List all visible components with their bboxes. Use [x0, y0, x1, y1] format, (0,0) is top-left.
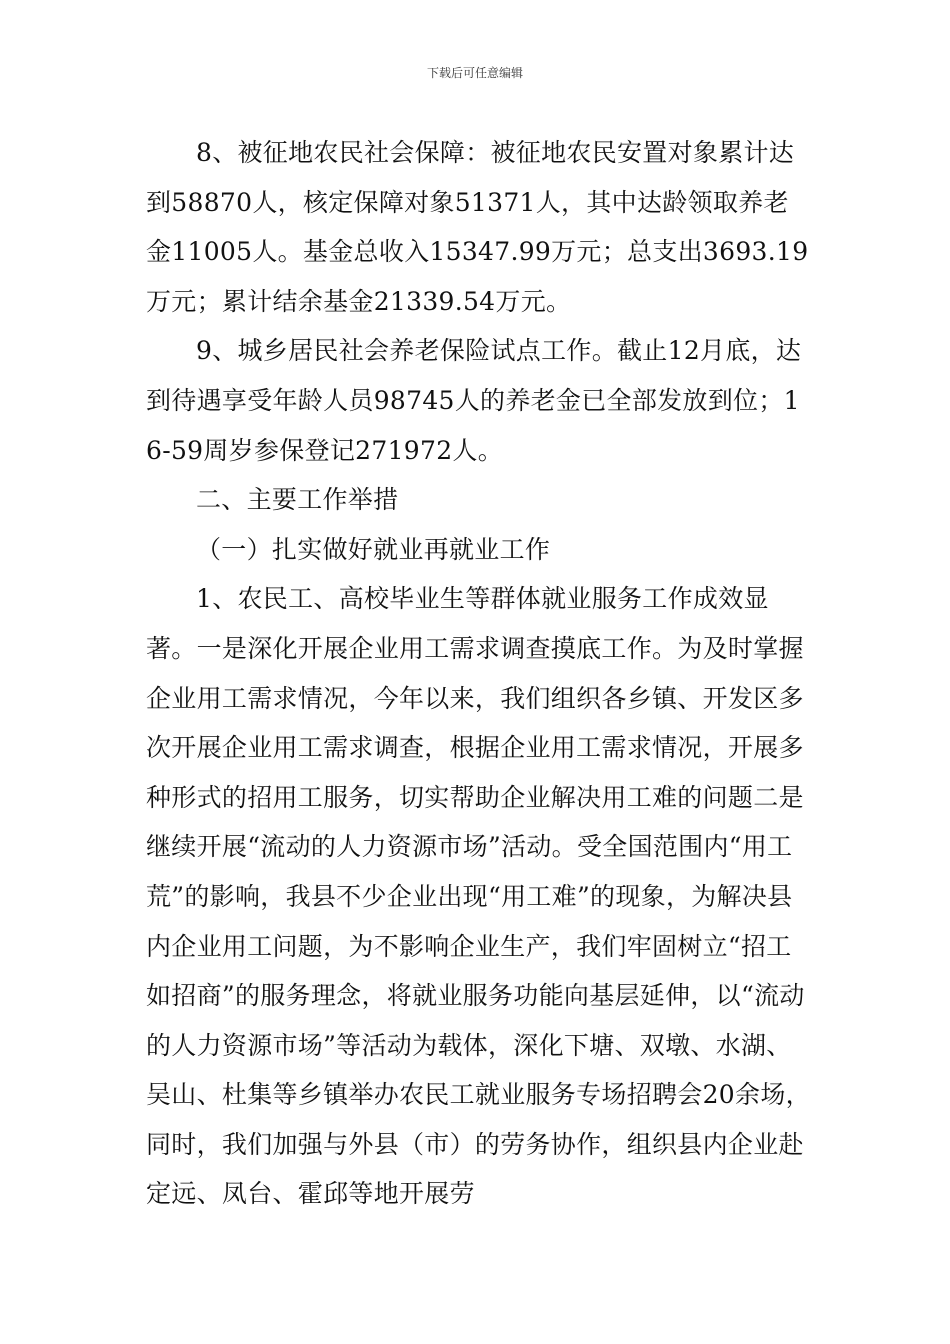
- section-heading-main-measures: 二、主要工作举措: [196, 485, 399, 515]
- paragraph-employment-services: 1、农民工、高校毕业生等群体就业服务工作成效显著。一是深化开展企业用工需求调查摸底工作。为及时掌握企业用工需求情况，今年以来，我们组织各乡镇、开发区多次开展企业用工需求调查，根据企业用工需求情况，开展多种形式的招用工服务，切实帮助企业解决用工难的问题二是继续开展“流动的人力资源市场”活动。受全国范围内“用工荒”的影响，我县不少企业出现“用工难”的现象，为解决县内企业用工问题，为不影响企业生产，我们牢固树立“招工如招商”的服务理念，将就业服务功能向基层延伸，以“流动的人力资源市场”等活动为载体，深化下塘、双墩、水湖、吴山、杜集等乡镇举办农民工就业服务专场招聘会20余场，同时，我们加强与外县（市）的劳务协作，组织县内企业赴定远、凤台、霍邱等地开展劳: [146, 584, 811, 1209]
- page-header-note: 下载后可任意编辑: [426, 66, 523, 80]
- subsection-heading-employment: （一）扎实做好就业再就业工作: [196, 534, 551, 564]
- paragraph-land-acquisition-security: 8、被征地农民社会保障：被征地农民安置对象累计达到58870人，核定保障对象51371人，其中达龄领取养老金11005人。基金总收入15347.99万元；总支出3693.19万元；累计结余基金21339.54万元。: [146, 138, 809, 316]
- paragraph-urban-rural-pension: 9、城乡居民社会养老保险试点工作。截止12月底，达到待遇享受年龄人员98745人的养老金已全部发放到位；16-59周岁参保登记271972人。: [146, 336, 802, 465]
- document-body: [146, 128, 811, 1219]
